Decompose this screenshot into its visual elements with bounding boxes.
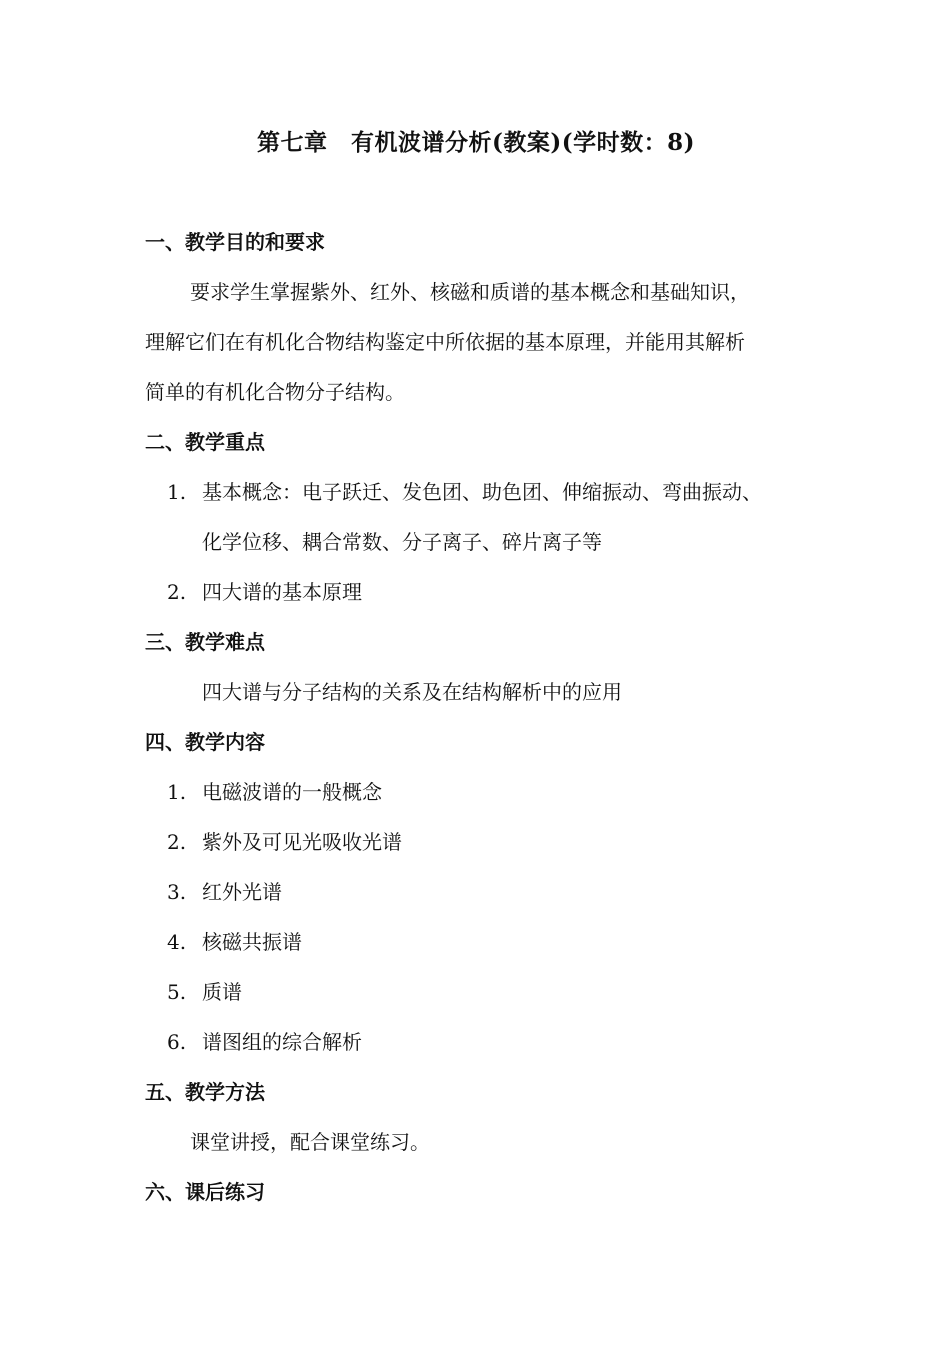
list-item-number: 1. xyxy=(167,780,187,804)
objectives-line-2: 理解它们在有机化合物结构鉴定中所依据的基本原理，并能用其解析 xyxy=(145,330,745,354)
section-heading-content: 四、教学内容 xyxy=(145,730,265,754)
list-item-text: 四大谱的基本原理 xyxy=(202,580,362,604)
list-item-number: 2. xyxy=(167,830,187,854)
objectives-line-1: 要求学生掌握紫外、红外、核磁和质谱的基本概念和基础知识， xyxy=(190,280,750,304)
list-item-text: 质谱 xyxy=(202,980,242,1004)
page-title: 第七章 有机波谱分析(教案)(学时数：8) xyxy=(256,129,696,156)
list-item-text: 基本概念：电子跃迁、发色团、助色团、伸缩振动、弯曲振动、 xyxy=(202,480,762,504)
list-item-text: 电磁波谱的一般概念 xyxy=(202,780,382,804)
list-item-number: 2. xyxy=(167,580,187,604)
list-item-text-continued: 化学位移、耦合常数、分子离子、碎片离子等 xyxy=(202,530,602,554)
list-item-text: 核磁共振谱 xyxy=(202,930,302,954)
methods-text: 课堂讲授，配合课堂练习。 xyxy=(190,1130,430,1154)
objectives-line-3: 简单的有机化合物分子结构。 xyxy=(145,380,405,404)
list-item-number: 1. xyxy=(167,480,187,504)
list-item-text: 紫外及可见光吸收光谱 xyxy=(202,830,402,854)
list-item-number: 6. xyxy=(167,1030,187,1054)
section-heading-difficulties: 三、教学难点 xyxy=(145,630,265,654)
section-heading-objectives: 一、教学目的和要求 xyxy=(145,230,325,254)
list-item-number: 3. xyxy=(167,880,187,904)
list-item-number: 5. xyxy=(167,980,187,1004)
list-item-text: 红外光谱 xyxy=(202,880,282,904)
list-item-number: 4. xyxy=(167,930,187,954)
section-heading-exercises: 六、课后练习 xyxy=(145,1180,265,1204)
difficulties-text: 四大谱与分子结构的关系及在结构解析中的应用 xyxy=(202,680,622,704)
list-item-text: 谱图组的综合解析 xyxy=(202,1030,362,1054)
section-heading-key-points: 二、教学重点 xyxy=(145,430,265,454)
section-heading-methods: 五、教学方法 xyxy=(145,1080,265,1104)
